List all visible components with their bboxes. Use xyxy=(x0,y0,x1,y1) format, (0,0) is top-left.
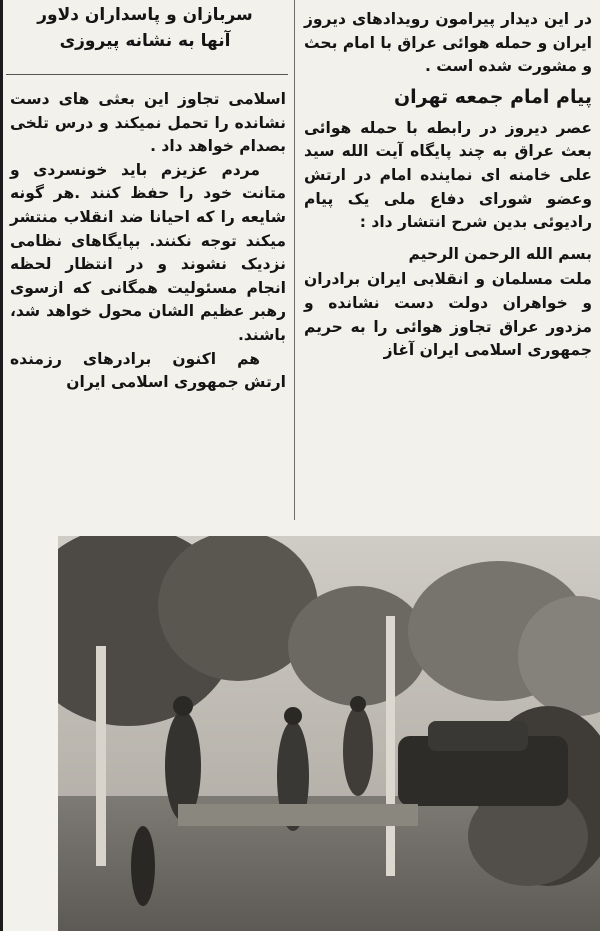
news-photo-image xyxy=(58,536,600,931)
column-separator xyxy=(294,0,295,520)
right-column xyxy=(304,8,592,363)
article-title: پیام امام جمعه تهران xyxy=(393,85,592,108)
left-column xyxy=(10,88,286,395)
headline-rule xyxy=(6,74,288,75)
news-photo xyxy=(58,536,600,931)
left-headline-line2: آنها به نشانه پیروزی xyxy=(59,31,231,51)
edge-rule xyxy=(0,0,3,931)
left-headline xyxy=(2,2,288,54)
left-paragraph-1: اسلامی تجاوز این بعثی های دست نشانده را تحمل نمیکند و درس تلخی بصدام خواهد داد . xyxy=(10,90,286,156)
basmala: بسم الله الرحمن الرحیم xyxy=(408,244,592,263)
left-headline-line1: سربازان و پاسداران دلاور xyxy=(37,5,253,25)
left-paragraph-3: هم اکنون برادرهای رزمنده ارتش جمهوری اسلامی ایران xyxy=(10,349,286,392)
left-paragraph-2: مردم عزیزم باید خونسردی و متانت خود را حفظ کنند .هر گونه شایعه را که احیانا ضد انقلاب منتشر میکند توجه نکنند. بپایگاهای نظامی نزدیک نشوند و در انتظار لحظه انجام مسئولیت همگانی که ازسوی رهبر عظیم الشان محول خواهد شد، باشند. xyxy=(10,160,286,344)
message-paragraph: ملت مسلمان و انقلابی ایران برادران و خواهران دولت دست نشانده و مزدور عراق تجاوز هوائی را به حریم جمهوری اسلامی ایران آغاز xyxy=(304,270,592,360)
right-intro: در این دیدار پیرامون رویدادهای دیروز ایران و حمله هوائی عراق با امام بحث و مشورت شده است . xyxy=(304,10,592,76)
right-paragraph: عصر دیروز در رابطه با حمله هوائی بعث عراق به چند پایگاه آیت الله سید علی خامنه ای نماینده امام در ارتش وعضو شورای دفاع ملی یک پیام رادیوئی بدین شرح انتشار داد : xyxy=(304,118,592,232)
